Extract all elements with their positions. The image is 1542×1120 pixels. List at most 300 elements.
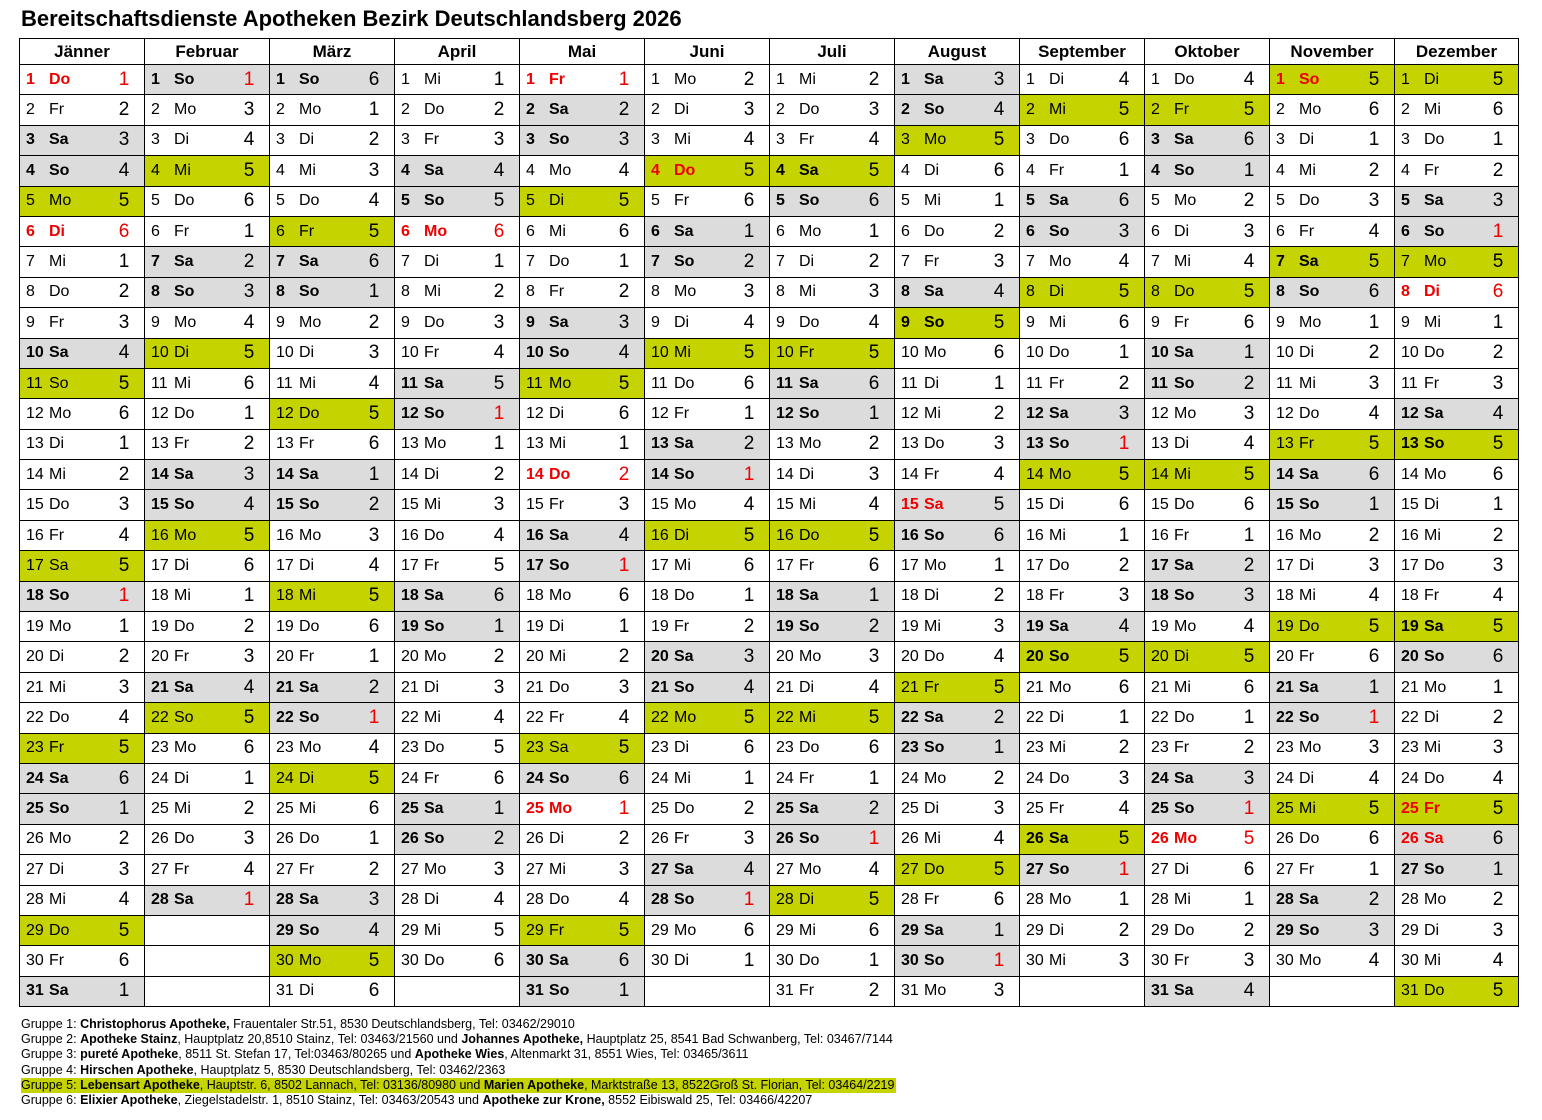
weekday: Mi <box>549 435 566 453</box>
duty-group: 3 <box>243 828 255 850</box>
weekday: Fr <box>924 465 940 483</box>
weekday: Fr <box>1174 313 1190 331</box>
duty-group: 2 <box>743 433 755 455</box>
weekday: Di <box>674 101 690 119</box>
duty-group: 5 <box>118 372 130 394</box>
day-cell <box>395 156 520 186</box>
weekday: Mi <box>799 70 816 88</box>
day-cell <box>770 946 895 976</box>
day-cell <box>20 946 145 976</box>
weekday: Fr <box>1049 800 1065 818</box>
duty-group: 3 <box>1368 554 1380 576</box>
duty-group: 5 <box>118 919 130 941</box>
day-cell <box>895 551 1020 581</box>
duty-group: 1 <box>1243 524 1255 546</box>
weekday: Fr <box>1424 587 1440 605</box>
duty-group: 4 <box>243 494 255 516</box>
day-number: 4 <box>776 161 785 179</box>
day-number: 26 <box>1401 830 1419 848</box>
weekday: Di <box>1049 708 1065 726</box>
weekday: Do <box>49 70 71 88</box>
weekday: Do <box>924 648 945 666</box>
duty-group: 4 <box>1243 615 1255 637</box>
day-cell <box>395 399 520 429</box>
day-number: 17 <box>776 556 794 574</box>
day-cell <box>770 703 895 733</box>
day-number: 24 <box>401 769 419 787</box>
day-row <box>20 460 1519 490</box>
duty-group: 6 <box>1243 129 1255 151</box>
month-header: Jänner <box>20 39 145 65</box>
weekday: Sa <box>674 222 694 240</box>
weekday: Di <box>1424 921 1440 939</box>
duty-group: 6 <box>868 190 880 212</box>
weekday: Fr <box>1299 648 1315 666</box>
day-number: 26 <box>151 830 169 848</box>
day-number: 9 <box>401 313 410 331</box>
duty-group: 1 <box>243 767 255 789</box>
day-cell <box>1270 216 1395 246</box>
day-number: 12 <box>901 404 919 422</box>
weekday: Fr <box>1424 374 1440 392</box>
day-number: 6 <box>1151 222 1160 240</box>
day-cell <box>1145 399 1270 429</box>
weekday: So <box>49 800 70 818</box>
day-number: 4 <box>151 161 160 179</box>
day-number: 12 <box>151 404 169 422</box>
day-number: 21 <box>1276 678 1294 696</box>
day-row <box>20 642 1519 672</box>
duty-group: 3 <box>1243 767 1255 789</box>
day-cell <box>520 95 645 125</box>
weekday: Di <box>299 769 315 787</box>
day-cell <box>20 490 145 520</box>
duty-group: 4 <box>1243 433 1255 455</box>
duty-group: 3 <box>993 433 1005 455</box>
day-number: 15 <box>276 496 294 514</box>
weekday: Sa <box>299 891 319 909</box>
day-cell <box>770 642 895 672</box>
weekday: Mo <box>49 617 72 635</box>
day-cell <box>270 824 395 854</box>
day-cell <box>1395 885 1519 915</box>
duty-group: 2 <box>118 828 130 850</box>
weekday: Di <box>549 617 565 635</box>
day-number: 9 <box>1151 313 1160 331</box>
weekday: Fr <box>1424 161 1440 179</box>
day-cell <box>895 885 1020 915</box>
day-number: 26 <box>1151 830 1169 848</box>
day-cell <box>520 247 645 277</box>
duty-group: 2 <box>993 402 1005 424</box>
day-number: 31 <box>1401 982 1419 1000</box>
day-number: 12 <box>1026 404 1044 422</box>
legend-text: , Hauptplatz 5, 8530 Deutschlandsberg, Tel: 03462/2363 <box>193 1062 506 1077</box>
duty-group: 6 <box>118 950 130 972</box>
day-number: 15 <box>1401 496 1419 514</box>
weekday: So <box>299 70 320 88</box>
weekday: Mo <box>1299 739 1322 757</box>
day-row <box>20 915 1519 945</box>
weekday: Fr <box>49 526 65 544</box>
day-cell <box>270 733 395 763</box>
day-number: 31 <box>276 982 294 1000</box>
weekday: Mi <box>49 465 66 483</box>
weekday: Do <box>924 222 945 240</box>
day-number: 8 <box>776 283 785 301</box>
day-number: 9 <box>526 313 535 331</box>
day-cell <box>20 612 145 642</box>
day-cell <box>20 672 145 702</box>
day-number: 14 <box>26 465 44 483</box>
duty-group: 2 <box>493 463 505 485</box>
day-cell <box>895 612 1020 642</box>
weekday: Di <box>1174 648 1190 666</box>
day-cell <box>1270 551 1395 581</box>
duty-group: 6 <box>743 554 755 576</box>
weekday: Sa <box>299 678 319 696</box>
weekday: Mo <box>924 556 947 574</box>
day-cell <box>1020 520 1145 550</box>
day-number: 9 <box>901 313 910 331</box>
day-cell <box>895 672 1020 702</box>
day-row <box>20 308 1519 338</box>
day-cell <box>1020 308 1145 338</box>
duty-group: 6 <box>1243 858 1255 880</box>
day-number: 18 <box>1401 587 1419 605</box>
duty-group: 1 <box>1243 159 1255 181</box>
day-number: 27 <box>1276 860 1294 878</box>
day-cell <box>1020 338 1145 368</box>
weekday: Fr <box>174 648 190 666</box>
empty-cell <box>395 976 520 1006</box>
day-number: 17 <box>1401 556 1419 574</box>
day-number: 17 <box>1026 556 1044 574</box>
day-cell <box>270 672 395 702</box>
day-number: 29 <box>526 921 544 939</box>
weekday: Di <box>674 526 690 544</box>
duty-group: 1 <box>993 372 1005 394</box>
day-number: 10 <box>651 344 669 362</box>
day-cell <box>1145 794 1270 824</box>
day-number: 16 <box>1026 526 1044 544</box>
day-cell <box>1145 277 1270 307</box>
weekday: Sa <box>1299 678 1319 696</box>
day-row <box>20 855 1519 885</box>
weekday: Mi <box>424 708 441 726</box>
duty-group: 6 <box>1368 828 1380 850</box>
weekday: Mo <box>1424 891 1447 909</box>
duty-group: 4 <box>368 737 380 759</box>
duty-group: 4 <box>243 858 255 880</box>
day-cell <box>1270 125 1395 155</box>
weekday: Do <box>1049 131 1070 149</box>
day-cell <box>520 216 645 246</box>
day-number: 5 <box>26 192 35 210</box>
weekday: Fr <box>1174 526 1190 544</box>
day-cell <box>520 460 645 490</box>
weekday: Mi <box>1049 739 1066 757</box>
duty-group: 3 <box>368 524 380 546</box>
day-cell <box>145 338 270 368</box>
day-number: 8 <box>651 283 660 301</box>
day-number: 30 <box>651 952 669 970</box>
month-header: Februar <box>145 39 270 65</box>
duty-group: 4 <box>368 190 380 212</box>
day-number: 8 <box>1401 283 1410 301</box>
day-number: 16 <box>1151 526 1169 544</box>
weekday: Do <box>424 739 445 757</box>
day-cell <box>395 733 520 763</box>
weekday: Sa <box>49 982 69 1000</box>
weekday: Sa <box>1049 830 1069 848</box>
day-number: 25 <box>1276 800 1294 818</box>
day-number: 24 <box>276 769 294 787</box>
duty-group: 1 <box>1243 798 1255 820</box>
day-cell <box>1270 703 1395 733</box>
day-number: 13 <box>1276 435 1294 453</box>
weekday: Mi <box>1424 952 1441 970</box>
duty-group: 6 <box>243 737 255 759</box>
weekday: Di <box>674 952 690 970</box>
duty-group: 2 <box>368 311 380 333</box>
duty-group: 4 <box>993 646 1005 668</box>
duty-group: 1 <box>743 220 755 242</box>
duty-group: 3 <box>868 463 880 485</box>
weekday: Mi <box>424 496 441 514</box>
duty-group: 6 <box>118 402 130 424</box>
duty-group: 4 <box>493 159 505 181</box>
duty-group: 4 <box>1118 615 1130 637</box>
duty-group: 5 <box>118 737 130 759</box>
duty-group: 5 <box>1118 828 1130 850</box>
day-cell <box>1020 763 1145 793</box>
day-number: 20 <box>1276 648 1294 666</box>
weekday: Fr <box>299 435 315 453</box>
weekday: Do <box>1424 344 1445 362</box>
duty-group: 4 <box>1118 798 1130 820</box>
day-cell <box>645 551 770 581</box>
day-cell <box>645 247 770 277</box>
duty-group: 6 <box>243 554 255 576</box>
day-cell <box>145 855 270 885</box>
day-number: 6 <box>526 222 535 240</box>
duty-group: 5 <box>993 129 1005 151</box>
day-cell <box>1395 65 1519 95</box>
day-row <box>20 277 1519 307</box>
duty-group: 1 <box>368 646 380 668</box>
day-cell <box>1270 368 1395 398</box>
weekday: Mi <box>424 921 441 939</box>
weekday: Fr <box>549 921 565 939</box>
legend-text: , Hauptplatz 20,8510 Stainz, Tel: 03463/21560 und <box>177 1032 462 1047</box>
duty-group: 1 <box>1368 311 1380 333</box>
day-cell <box>645 733 770 763</box>
day-cell <box>895 490 1020 520</box>
weekday: Mo <box>49 404 72 422</box>
day-number: 28 <box>901 891 919 909</box>
weekday: Do <box>549 678 570 696</box>
day-cell <box>1270 429 1395 459</box>
day-number: 29 <box>401 921 419 939</box>
duty-group: 5 <box>868 889 880 911</box>
weekday: Mi <box>1174 678 1191 696</box>
day-cell <box>1145 946 1270 976</box>
day-number: 28 <box>1026 891 1044 909</box>
empty-cell <box>145 946 270 976</box>
weekday: Do <box>1424 769 1445 787</box>
weekday: Do <box>174 617 195 635</box>
duty-group: 6 <box>618 220 630 242</box>
day-number: 10 <box>151 344 169 362</box>
day-cell <box>1270 733 1395 763</box>
duty-group: 6 <box>743 737 755 759</box>
day-cell <box>520 733 645 763</box>
day-cell <box>145 156 270 186</box>
weekday: Sa <box>49 131 69 149</box>
day-number: 7 <box>901 253 910 271</box>
day-row <box>20 794 1519 824</box>
day-cell <box>270 399 395 429</box>
duty-group: 1 <box>368 828 380 850</box>
day-number: 30 <box>276 952 294 970</box>
duty-group: 1 <box>1243 706 1255 728</box>
duty-group: 6 <box>868 919 880 941</box>
duty-group: 2 <box>1368 889 1380 911</box>
duty-group: 5 <box>1492 251 1504 273</box>
weekday: Di <box>424 891 440 909</box>
day-number: 23 <box>276 739 294 757</box>
weekday: So <box>674 253 695 271</box>
duty-group: 4 <box>1492 950 1504 972</box>
weekday: Mi <box>924 830 941 848</box>
weekday: Fr <box>549 708 565 726</box>
pharmacy-name: Lebensart Apotheke <box>80 1077 200 1092</box>
day-number: 12 <box>276 404 294 422</box>
duty-group: 2 <box>1492 159 1504 181</box>
day-cell <box>770 763 895 793</box>
duty-group: 6 <box>743 919 755 941</box>
day-number: 8 <box>1026 283 1035 301</box>
day-number: 18 <box>1026 587 1044 605</box>
day-row <box>20 976 1519 1006</box>
day-cell <box>1270 915 1395 945</box>
day-number: 14 <box>1151 465 1169 483</box>
day-number: 25 <box>26 800 44 818</box>
duty-group: 2 <box>118 99 130 121</box>
day-cell <box>145 733 270 763</box>
weekday: Sa <box>1049 617 1069 635</box>
duty-group: 5 <box>368 220 380 242</box>
day-number: 18 <box>651 587 669 605</box>
weekday: Do <box>799 739 820 757</box>
weekday: Sa <box>174 465 194 483</box>
day-number: 26 <box>1026 830 1044 848</box>
day-cell <box>1145 733 1270 763</box>
duty-group: 6 <box>1368 463 1380 485</box>
duty-group: 5 <box>1243 99 1255 121</box>
day-number: 11 <box>1276 374 1293 392</box>
legend-line <box>21 1017 896 1032</box>
day-number: 2 <box>401 101 410 119</box>
day-number: 1 <box>1026 70 1035 88</box>
weekday: Fr <box>924 678 940 696</box>
day-cell <box>645 460 770 490</box>
day-number: 25 <box>1151 800 1169 818</box>
day-number: 3 <box>1026 131 1035 149</box>
weekday: Sa <box>549 739 569 757</box>
day-cell <box>145 186 270 216</box>
duty-group: 4 <box>493 524 505 546</box>
weekday: Do <box>424 526 445 544</box>
day-number: 22 <box>1026 708 1044 726</box>
day-number: 28 <box>401 891 419 909</box>
weekday: Do <box>1424 556 1445 574</box>
day-number: 20 <box>651 648 669 666</box>
duty-group: 4 <box>743 311 755 333</box>
day-cell <box>145 672 270 702</box>
day-number: 31 <box>776 982 794 1000</box>
weekday: Sa <box>1049 404 1069 422</box>
month-header: September <box>1020 39 1145 65</box>
day-cell <box>270 855 395 885</box>
day-cell <box>520 368 645 398</box>
duty-group: 5 <box>1118 281 1130 303</box>
weekday: Di <box>49 435 65 453</box>
day-cell <box>270 581 395 611</box>
weekday: So <box>549 982 570 1000</box>
legend-text: Gruppe 5: <box>21 1077 81 1092</box>
weekday: Sa <box>674 648 694 666</box>
weekday: Mi <box>1299 161 1316 179</box>
duty-group: 2 <box>743 615 755 637</box>
day-cell <box>1145 915 1270 945</box>
duty-group: 3 <box>118 858 130 880</box>
duty-group: 6 <box>618 950 630 972</box>
weekday: Do <box>674 587 695 605</box>
weekday: Mo <box>424 222 448 240</box>
day-cell <box>20 368 145 398</box>
day-cell <box>20 520 145 550</box>
day-number: 21 <box>901 678 919 696</box>
day-number: 2 <box>901 101 910 119</box>
day-number: 25 <box>901 800 919 818</box>
day-number: 25 <box>526 800 544 818</box>
day-number: 5 <box>526 192 535 210</box>
duty-group: 3 <box>243 463 255 485</box>
day-cell <box>520 855 645 885</box>
weekday: Sa <box>674 435 694 453</box>
duty-group: 3 <box>743 828 755 850</box>
day-cell <box>20 763 145 793</box>
day-number: 1 <box>276 70 285 88</box>
weekday: Fr <box>1049 587 1065 605</box>
weekday: Sa <box>924 283 944 301</box>
weekday: Do <box>299 617 320 635</box>
day-number: 19 <box>526 617 544 635</box>
weekday: Mi <box>1174 891 1191 909</box>
day-cell <box>1020 581 1145 611</box>
weekday: Fr <box>424 556 440 574</box>
duty-group: 3 <box>1243 220 1255 242</box>
day-number: 8 <box>401 283 410 301</box>
duty-group: 4 <box>493 706 505 728</box>
day-number: 21 <box>1401 678 1419 696</box>
weekday: Sa <box>674 860 694 878</box>
day-number: 1 <box>901 70 910 88</box>
duty-group: 2 <box>868 615 880 637</box>
weekday: Mo <box>1174 617 1197 635</box>
